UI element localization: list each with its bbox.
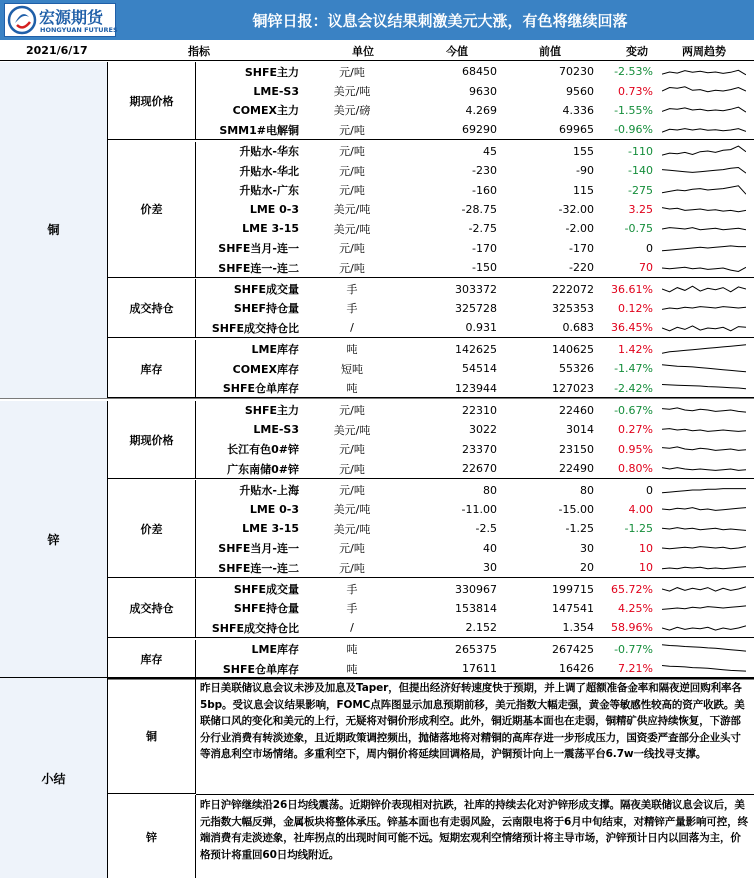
trend-sparkline — [662, 539, 754, 558]
group-divider — [108, 637, 754, 638]
change-value: 0.27% — [618, 423, 653, 437]
prev-value: 115 — [573, 183, 594, 197]
today-value: 4.269 — [465, 103, 497, 117]
prev-value: -170 — [569, 241, 594, 255]
trend-sparkline — [662, 420, 754, 439]
today-value: 45 — [483, 144, 497, 158]
category-label: 成交持仓 — [108, 579, 196, 637]
zinc-section-label: 锌 — [0, 401, 108, 679]
change-value: 0 — [646, 483, 653, 497]
unit-cell: 美元/吨 — [333, 522, 371, 536]
unit-cell: 元/吨 — [339, 242, 365, 256]
change-value: -0.75 — [624, 222, 653, 236]
unit-cell: 元/吨 — [339, 123, 365, 137]
category-label: 库存 — [108, 640, 196, 679]
indicator-name: LME库存 — [251, 643, 299, 657]
unit-cell: 美元/吨 — [333, 203, 371, 217]
trend-sparkline — [662, 599, 754, 618]
trend-sparkline — [662, 81, 754, 100]
prev-value: 23150 — [559, 442, 594, 456]
change-value: -1.47% — [614, 362, 653, 376]
indicator-name: SHFE成交持仓比 — [211, 321, 299, 335]
indicator-name: LME 3-15 — [242, 522, 299, 536]
indicator-name: SHFE当月-连一 — [218, 542, 299, 556]
summary-copper-label: 铜 — [108, 678, 196, 794]
trend-sparkline — [662, 62, 754, 81]
indicator-name: SMM1#电解铜 — [219, 123, 299, 137]
prev-value: 140625 — [552, 342, 594, 356]
trend-sparkline — [662, 519, 754, 538]
change-value: 0.73% — [618, 84, 653, 98]
change-value: 70 — [639, 261, 653, 275]
category-label: 价差 — [108, 142, 196, 278]
summary-zinc-text: 昨日沪锌继续沿26日均线震荡。近期锌价表现相对抗跌，社库的持续去化对沪锌形成支撑。隔夜美联储议息会议后，美元指数大幅反弹，金属板块将整体承压。锌基本面也有走弱风险，云南限电将于6月中旬结束，对精锌产量影响可控，终端消费有走淡迹象，社库拐点的出现时间可能不远。短期宏观利空情绪预计将主导市场，沪锌预计日内以回落为主，价格预计将重回60日均线附近。 — [200, 799, 749, 861]
prev-value: 22490 — [559, 462, 594, 476]
trend-sparkline — [662, 120, 754, 139]
unit-cell: 吨 — [346, 382, 358, 396]
unit-cell: / — [350, 621, 354, 635]
prev-value: 3014 — [566, 423, 594, 437]
change-value: -140 — [628, 164, 653, 178]
indicator-name: SHFE仓单库存 — [222, 662, 299, 676]
today-value: 2.152 — [465, 621, 497, 635]
indicator-name: COMEX库存 — [232, 362, 299, 376]
unit-cell: 元/吨 — [339, 484, 365, 498]
today-value: 22670 — [462, 462, 497, 476]
group-divider — [108, 577, 754, 578]
indicator-name: SHFE成交量 — [233, 583, 299, 597]
trend-sparkline — [662, 340, 754, 359]
trend-sparkline — [662, 318, 754, 337]
change-value: 3.25 — [628, 202, 653, 216]
unit-cell: 美元/吨 — [333, 222, 371, 236]
indicator-name: SHFE成交持仓比 — [211, 621, 299, 635]
summary-copper-text: 昨日美联储议息会议未涉及加息及Taper，但提出经济好转速度快于预期，并上调了超额准备金率和隔夜逆回购利率各5bp。受议息会议结果影响，FOMC点阵图显示加息预期前移，美元指数大幅走强，黄金等敏感性较高的资产收跌。美联储口风的变化和美元的上行，无疑将对铜价形成利空。此外，铜近期基本面也在走弱，铜精矿供应持续恢复，下游部分行业消费有转淡迹象，且近期政策调控频出，抛储落地将对精铜的高库存进一步形成压力，国资委严查部分企业头寸等消息利空市场情绪。多重利空下，周内铜价将延续回调格局，沪铜预计向上一震荡平台6.7w一线找寻支撑。 — [200, 682, 745, 760]
col-prev: 前值 — [539, 44, 561, 58]
today-value: -170 — [472, 241, 497, 255]
indicator-name: SHEF持仓量 — [233, 302, 299, 316]
section-divider — [0, 398, 754, 399]
today-value: -11.00 — [461, 502, 497, 516]
unit-cell: 元/吨 — [339, 443, 365, 457]
group-divider — [108, 277, 754, 278]
prev-value: 4.336 — [562, 103, 594, 117]
trend-sparkline — [662, 401, 754, 420]
trend-sparkline — [662, 378, 754, 397]
prev-value: 325353 — [552, 301, 594, 315]
logo-mark-icon — [7, 5, 37, 35]
change-value: -0.77% — [614, 642, 653, 656]
indicator-name: SHFE主力 — [244, 404, 299, 418]
today-value: 325728 — [455, 301, 497, 315]
change-value: 7.21% — [618, 662, 653, 676]
col-unit: 单位 — [352, 44, 374, 58]
indicator-name: SHFE当月-连一 — [218, 242, 299, 256]
trend-sparkline — [662, 200, 754, 219]
prev-value: -32.00 — [558, 202, 594, 216]
change-value: 4.25% — [618, 601, 653, 615]
change-value: 10 — [639, 541, 653, 555]
trend-sparkline — [662, 258, 754, 277]
unit-cell: 手 — [346, 583, 358, 597]
prev-value: 147541 — [552, 601, 594, 615]
prev-value: 16426 — [559, 662, 594, 676]
indicator-name: 升贴水-广东 — [239, 184, 299, 198]
indicator-name: LME库存 — [251, 343, 299, 357]
unit-cell: 吨 — [346, 343, 358, 357]
indicator-name: LME-S3 — [253, 84, 299, 98]
today-value: -2.75 — [468, 222, 497, 236]
indicator-name: LME 0-3 — [249, 202, 299, 216]
change-value: -2.42% — [614, 381, 653, 395]
col-trend: 两周趋势 — [682, 44, 726, 58]
today-value: -160 — [472, 183, 497, 197]
prev-value: 1.354 — [562, 621, 594, 635]
today-value: 142625 — [455, 342, 497, 356]
indicator-name: COMEX主力 — [232, 104, 299, 118]
today-value: 0.931 — [465, 321, 497, 335]
indicator-name: LME 0-3 — [249, 502, 299, 516]
today-value: -2.5 — [475, 522, 497, 536]
change-value: 36.61% — [611, 282, 653, 296]
indicator-name: LME 3-15 — [242, 222, 299, 236]
trend-sparkline — [662, 558, 754, 577]
change-value: 10 — [639, 561, 653, 575]
change-value: -1.55% — [614, 103, 653, 117]
report-title: 铜锌日报：议息会议结果刺激美元大涨，有色将继续回落 — [252, 11, 628, 30]
summary-zinc-label: 锌 — [108, 795, 196, 878]
trend-sparkline — [662, 279, 754, 298]
today-value: 123944 — [455, 381, 497, 395]
category-label: 成交持仓 — [108, 279, 196, 337]
change-value: 36.45% — [611, 321, 653, 335]
today-value: -230 — [472, 164, 497, 178]
report-date: 2021/6/17 — [26, 44, 88, 57]
prev-value: -90 — [576, 164, 594, 178]
col-change: 变动 — [626, 44, 648, 58]
prev-value: 155 — [573, 144, 594, 158]
logo-name-en: HONGYUAN FUTURES — [40, 26, 118, 34]
unit-cell: 元/吨 — [339, 164, 365, 178]
group-divider — [108, 478, 754, 479]
indicator-name: SHFE主力 — [244, 65, 299, 79]
today-value: 265375 — [455, 642, 497, 656]
change-value: 0 — [646, 241, 653, 255]
unit-cell: 元/吨 — [339, 184, 365, 198]
company-logo — [4, 3, 116, 37]
summary-label: 小结 — [0, 678, 108, 878]
trend-sparkline — [662, 618, 754, 637]
change-value: 1.42% — [618, 342, 653, 356]
indicator-name: SHFE连一-连二 — [218, 261, 299, 275]
prev-value: 127023 — [552, 381, 594, 395]
unit-cell: 手 — [346, 302, 358, 316]
prev-value: 22460 — [559, 403, 594, 417]
trend-sparkline — [662, 579, 754, 598]
unit-cell: 元/吨 — [339, 65, 365, 79]
unit-cell: 美元/吨 — [333, 85, 371, 99]
prev-value: 69965 — [559, 123, 594, 137]
today-value: 68450 — [462, 65, 497, 79]
trend-sparkline — [662, 500, 754, 519]
unit-cell: 元/吨 — [339, 462, 365, 476]
change-value: 0.12% — [618, 301, 653, 315]
prev-value: 199715 — [552, 582, 594, 596]
today-value: 17611 — [462, 662, 497, 676]
today-value: -28.75 — [461, 202, 497, 216]
today-value: 330967 — [455, 582, 497, 596]
summary-divider — [196, 794, 754, 795]
prev-value: 30 — [580, 541, 594, 555]
prev-value: 20 — [580, 561, 594, 575]
change-value: 0.95% — [618, 442, 653, 456]
prev-value: -1.25 — [565, 522, 594, 536]
unit-cell: 美元/磅 — [333, 104, 371, 118]
group-divider — [108, 139, 754, 140]
unit-cell: 元/吨 — [339, 261, 365, 275]
indicator-name: 升贴水-华东 — [239, 145, 299, 159]
today-value: 303372 — [455, 282, 497, 296]
col-indicator: 指标 — [188, 44, 210, 58]
copper-section-label: 铜 — [0, 62, 108, 398]
category-label: 价差 — [108, 480, 196, 577]
prev-value: 9560 — [566, 84, 594, 98]
change-value: -110 — [628, 144, 653, 158]
change-value: 65.72% — [611, 582, 653, 596]
unit-cell: 元/吨 — [339, 561, 365, 575]
unit-cell: / — [350, 321, 354, 335]
trend-sparkline — [662, 480, 754, 499]
indicator-name: 升贴水-华北 — [239, 164, 299, 178]
today-value: 153814 — [455, 601, 497, 615]
indicator-name: LME-S3 — [253, 423, 299, 437]
indicator-name: 升贴水-上海 — [239, 484, 299, 498]
prev-value: -15.00 — [558, 502, 594, 516]
category-label: 库存 — [108, 340, 196, 398]
trend-sparkline — [662, 640, 754, 659]
today-value: 3022 — [469, 423, 497, 437]
change-value: -2.53% — [614, 65, 653, 79]
trend-sparkline — [662, 659, 754, 678]
prev-value: 80 — [580, 483, 594, 497]
trend-sparkline — [662, 459, 754, 478]
today-value: 9630 — [469, 84, 497, 98]
change-value: -1.25 — [624, 522, 653, 536]
logo-name-cn: 宏源期货 — [39, 8, 104, 27]
unit-cell: 美元/吨 — [333, 503, 371, 517]
change-value: 4.00 — [628, 502, 653, 516]
prev-value: 70230 — [559, 65, 594, 79]
today-value: 54514 — [462, 362, 497, 376]
change-value: 0.80% — [618, 462, 653, 476]
category-label: 期现价格 — [108, 62, 196, 140]
today-value: 23370 — [462, 442, 497, 456]
indicator-name: SHFE成交量 — [233, 283, 299, 297]
prev-value: -2.00 — [565, 222, 594, 236]
change-value: 58.96% — [611, 621, 653, 635]
trend-sparkline — [662, 359, 754, 378]
indicator-name: SHFE仓单库存 — [222, 382, 299, 396]
unit-cell: 美元/吨 — [333, 423, 371, 437]
unit-cell: 吨 — [346, 643, 358, 657]
prev-value: 55326 — [559, 362, 594, 376]
unit-cell: 手 — [346, 602, 358, 616]
trend-sparkline — [662, 440, 754, 459]
today-value: 30 — [483, 561, 497, 575]
trend-sparkline — [662, 161, 754, 180]
col-today: 今值 — [446, 44, 468, 58]
indicator-name: 长江有色0#锌 — [227, 443, 299, 457]
indicator-name: 广东南储0#锌 — [227, 462, 299, 476]
trend-sparkline — [662, 239, 754, 258]
today-value: 69290 — [462, 123, 497, 137]
change-value: -0.67% — [614, 403, 653, 417]
change-value: -0.96% — [614, 123, 653, 137]
trend-sparkline — [662, 180, 754, 199]
trend-sparkline — [662, 142, 754, 161]
unit-cell: 手 — [346, 283, 358, 297]
today-value: 80 — [483, 483, 497, 497]
unit-cell: 元/吨 — [339, 542, 365, 556]
prev-value: 0.683 — [562, 321, 594, 335]
prev-value: 222072 — [552, 282, 594, 296]
trend-sparkline — [662, 299, 754, 318]
trend-sparkline — [662, 101, 754, 120]
prev-value: 267425 — [552, 642, 594, 656]
indicator-name: SHFE连一-连二 — [218, 561, 299, 575]
unit-cell: 短吨 — [341, 362, 363, 376]
today-value: 22310 — [462, 403, 497, 417]
today-value: -150 — [472, 261, 497, 275]
prev-value: -220 — [569, 261, 594, 275]
unit-cell: 吨 — [346, 662, 358, 676]
unit-cell: 元/吨 — [339, 404, 365, 418]
change-value: -275 — [628, 183, 653, 197]
unit-cell: 元/吨 — [339, 145, 365, 159]
indicator-name: SHFE持仓量 — [233, 602, 299, 616]
trend-sparkline — [662, 219, 754, 238]
group-divider — [108, 337, 754, 338]
today-value: 40 — [483, 541, 497, 555]
category-label: 期现价格 — [108, 401, 196, 479]
